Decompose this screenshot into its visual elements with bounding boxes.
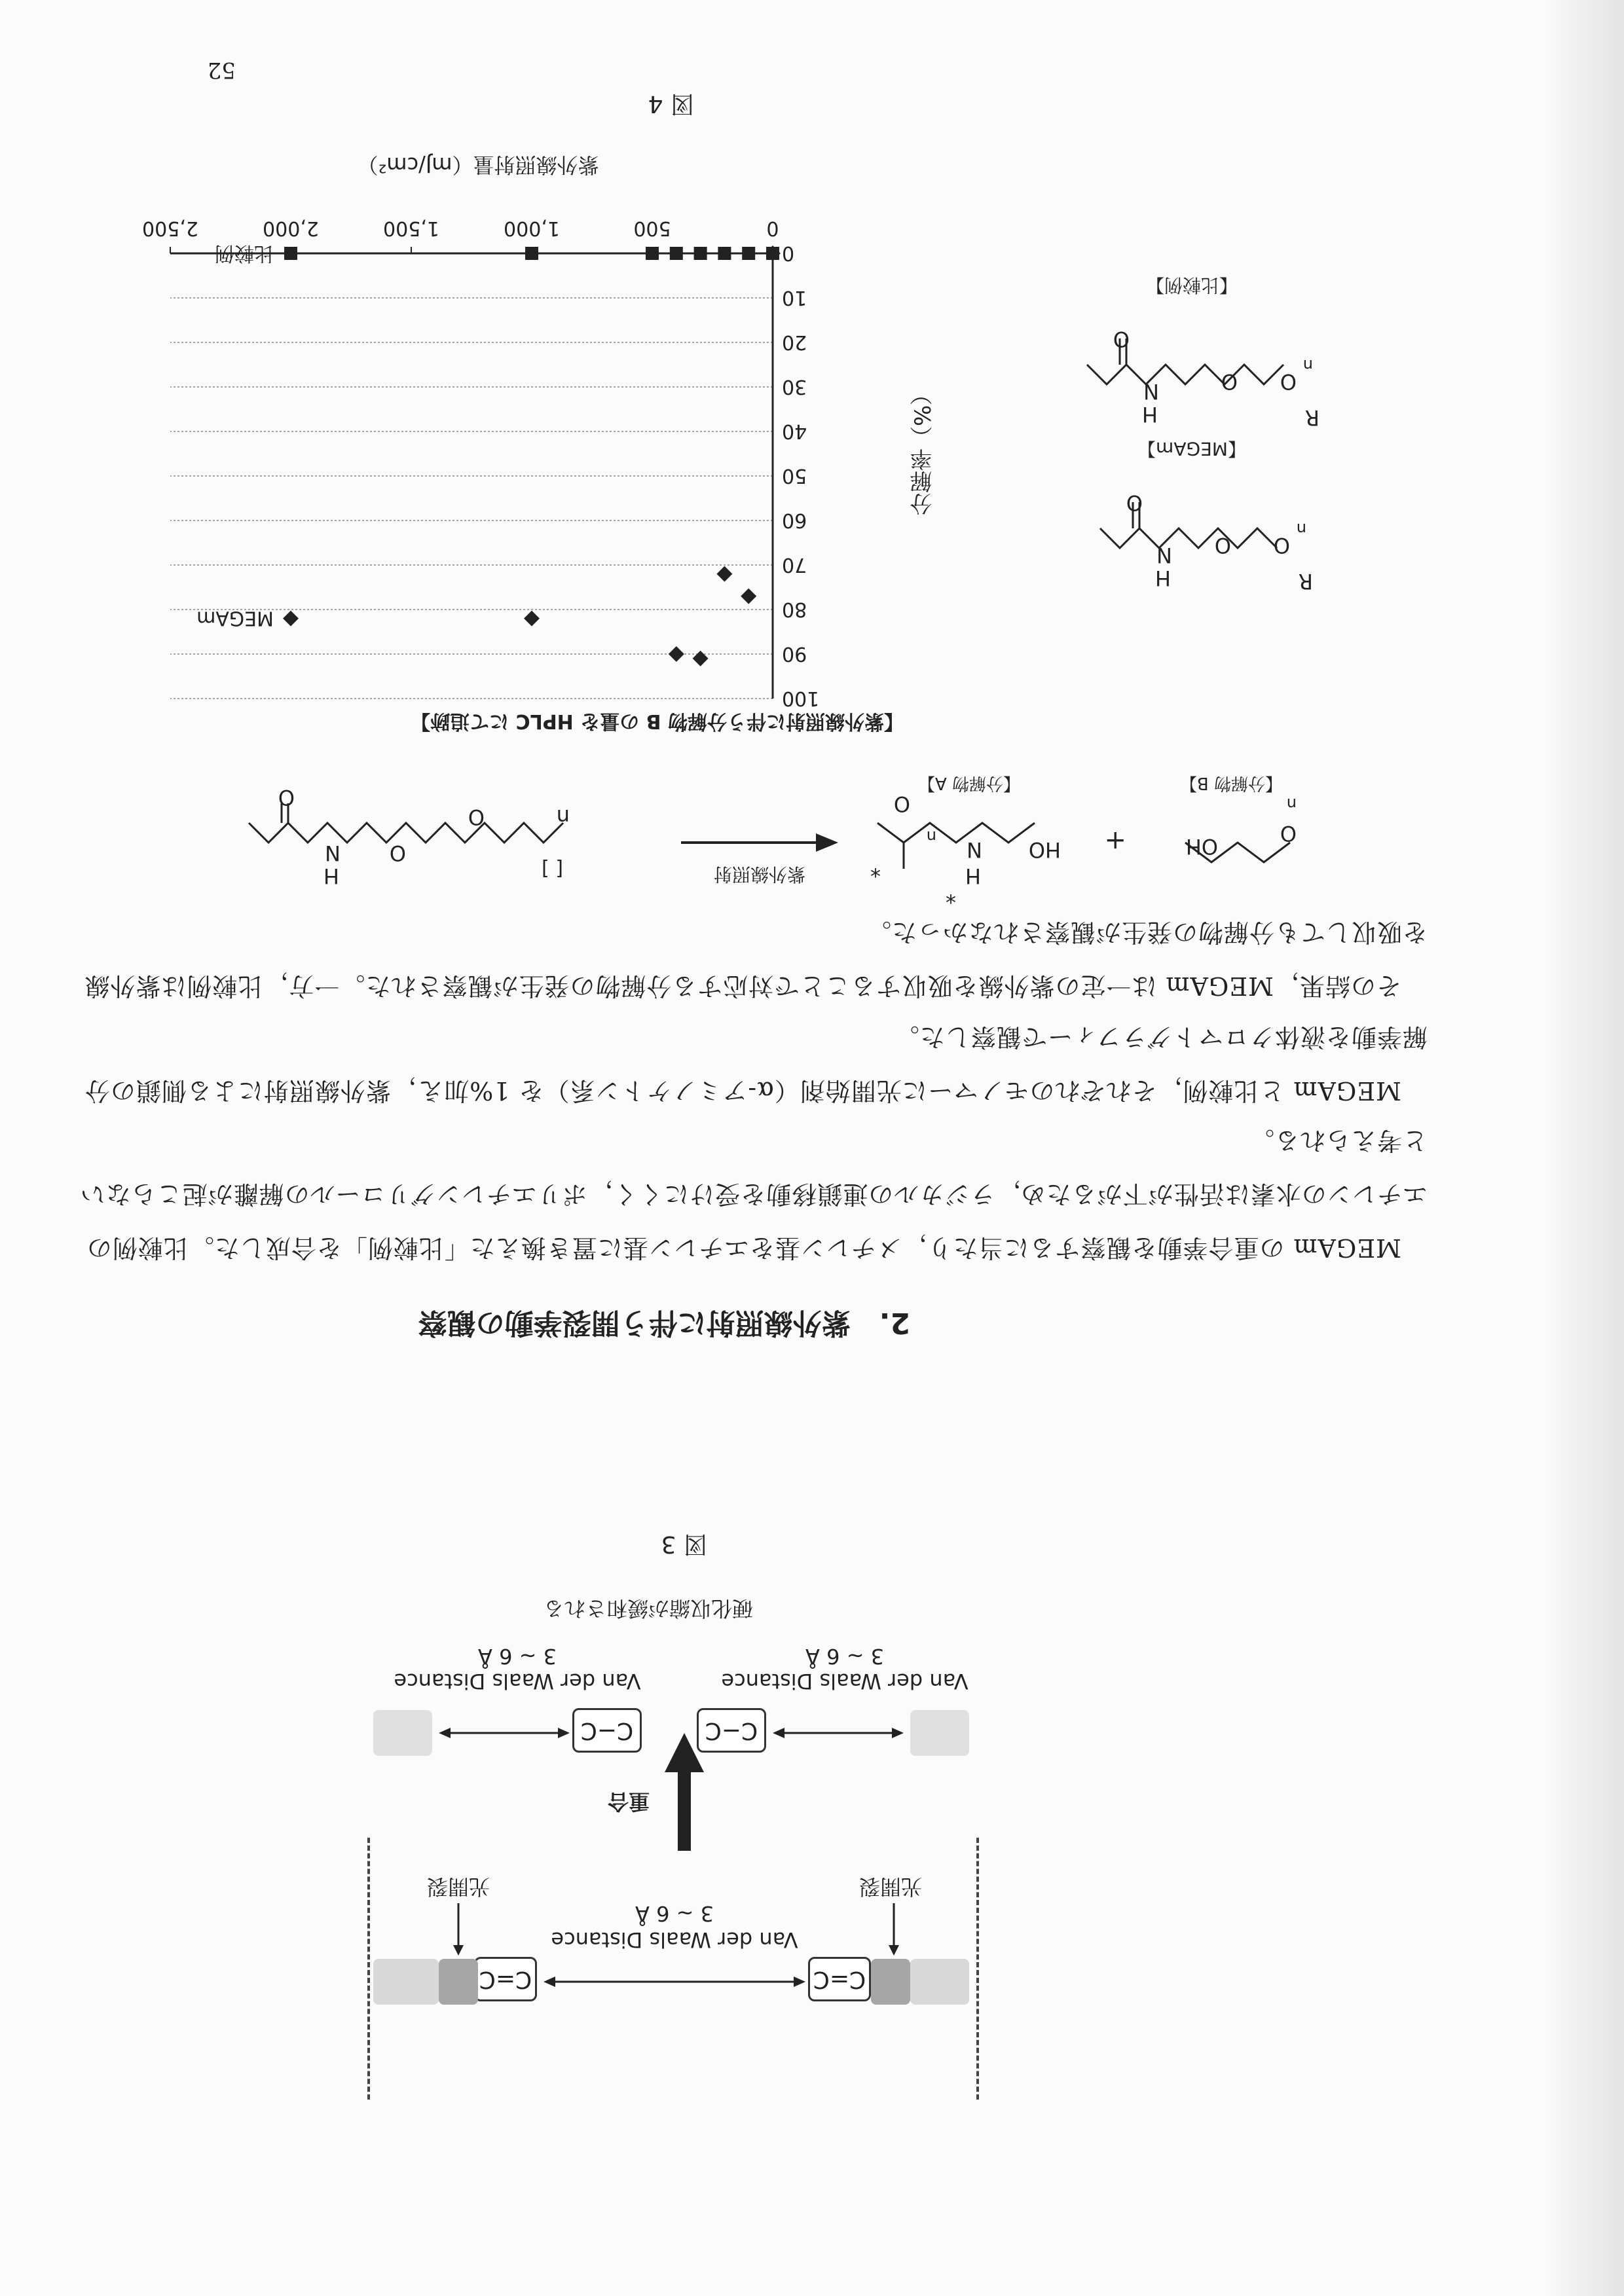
x-tick-label: 1,000 [504, 217, 560, 240]
uv-reaction-arrow [681, 829, 838, 856]
megam-ether-o: O [1214, 533, 1231, 558]
photocleavage-arrow [449, 1903, 468, 1956]
vdw-distance-arrow [439, 1720, 570, 1746]
megam-r: R [1298, 569, 1313, 594]
megam-data-point [693, 651, 709, 666]
double-bond-box: C=C [808, 1957, 871, 2001]
scheme-plus: + [1104, 826, 1126, 856]
series-label: MEGAm [196, 606, 274, 630]
y-tick-label: 30 [782, 375, 807, 398]
y-tick-label: 0 [782, 242, 795, 264]
y-tick-label: 40 [782, 420, 807, 443]
y-tick-label: 10 [782, 286, 807, 309]
page-number: 52 [207, 57, 236, 83]
double-bond-box: C=C [474, 1957, 537, 2001]
series-label: 比較例 [215, 242, 274, 264]
photocleavage-label: 光開裂 [427, 1874, 490, 1899]
y-tick-label: 80 [782, 598, 807, 621]
megam-data-point [716, 566, 732, 582]
product-b-o: O [1280, 821, 1297, 846]
photocleavage-label: 光開裂 [859, 1874, 923, 1899]
y-tick-label: 70 [782, 553, 807, 576]
comparative-data-point [284, 247, 297, 260]
scheme-n-atom: N [325, 841, 341, 866]
y-tick-label: 90 [782, 642, 807, 665]
photocleavage-arrow [884, 1903, 904, 1956]
figure-3-frame [976, 1838, 979, 2100]
megam-n: N [1156, 543, 1172, 568]
scheme-o-atom: O [389, 841, 406, 866]
megam-data-point [741, 589, 756, 604]
chart-y-label: 分解率（%） [910, 382, 936, 515]
side-chain-block [910, 1959, 969, 2005]
side-chain-block [373, 1710, 432, 1756]
decomposition-chart [131, 188, 851, 725]
comparative-h: H [1141, 402, 1158, 427]
product-a-label: 【分解物 A】 [917, 773, 1021, 793]
comparative-data-point [742, 247, 755, 260]
vdw-distance-label: Van der Waals Distance [721, 1669, 969, 1694]
product-b-oh: OH [1185, 834, 1218, 859]
y-tick-label: 20 [782, 331, 807, 354]
scan-edge-shadow [1545, 0, 1624, 2296]
y-tick-label: 100 [782, 687, 820, 710]
side-chain-block [910, 1710, 969, 1756]
chart-title: 【紫外線照射に伴う分解物 B の量を HPLC にて追跡】 [411, 710, 904, 733]
comparative-n-subscript: n [1302, 356, 1313, 374]
figure-4-caption: 図 4 [648, 90, 694, 117]
scheme-o-atom: O [468, 805, 485, 829]
megam-monomer-structure [236, 797, 655, 902]
product-a-h: H [965, 864, 981, 888]
product-a-o: O [893, 792, 910, 816]
megam-data-point [283, 611, 299, 627]
vdw-distance-value: 3 ~ 6 Å [635, 1901, 714, 1926]
x-tick-label: 0 [766, 217, 779, 240]
scheme-h-atom: H [323, 864, 339, 888]
vdw-distance-arrow [773, 1720, 904, 1746]
initiator-block [439, 1959, 478, 2005]
scheme-o-atom: O [278, 785, 295, 810]
single-bond-box: C−C [572, 1708, 642, 1753]
megam-data-point [669, 646, 684, 662]
comparative-structure-label: 【比較例】 [1146, 274, 1238, 296]
comparative-data-point [646, 247, 659, 260]
vdw-distance-value: 3 ~ 6 Å [805, 1644, 884, 1669]
initiator-block [871, 1959, 910, 2005]
product-a-n-subscript: n [926, 828, 936, 846]
comparative-data-point [766, 247, 779, 260]
product-a-ho: HO [1028, 837, 1061, 862]
product-a-star: * [870, 857, 881, 882]
comparative-data-point [694, 247, 707, 260]
y-tick-label: 60 [782, 509, 807, 532]
x-tick-label: 2,000 [263, 217, 319, 240]
single-bond-box: C−C [697, 1708, 766, 1753]
figure-3-frame-right [367, 1838, 370, 2100]
comparative-r: R [1304, 405, 1320, 430]
comparative-data-point [525, 247, 538, 260]
megam-h: H [1154, 566, 1171, 591]
shrinkage-relief-note: 硬化収縮が緩和される [544, 1596, 754, 1621]
chart-x-label: 紫外線照射量（mJ/cm²） [357, 153, 599, 177]
x-tick-label: 2,500 [142, 217, 198, 240]
megam-data-point [524, 611, 540, 627]
vdw-distance-value: 3 ~ 6 Å [478, 1644, 557, 1669]
scheme-n-subscript: n [556, 805, 570, 829]
product-b-label: 【分解物 B】 [1179, 773, 1283, 793]
vdw-distance-label: Van der Waals Distance [394, 1669, 641, 1694]
product-a-n: N [967, 837, 982, 862]
product-a-star: * [946, 883, 956, 908]
product-b-n-subscript: n [1286, 795, 1297, 813]
x-tick-label: 1,500 [383, 217, 439, 240]
megam-ether-o: O [1273, 533, 1290, 558]
y-tick-label: 50 [782, 464, 807, 487]
megam-n-subscript: n [1296, 520, 1306, 538]
paragraph-2: MEGAm と比較例，それぞれのモノマーに光開始剤（α-アミノケトン系）を 1%加え，紫外線照射による側鎖の分解挙動を液体クロマトグラフィーで観察した。 [84, 1023, 1428, 1105]
x-tick-label: 500 [633, 217, 671, 240]
megam-o: O [1126, 490, 1143, 515]
paragraph-1: MEGAm の重合挙動を観察するに当たり，メチレン基をエチレン基に置き換えた「比較例」を合成した。比較例のエチレンの水素は活性が下がるため，ラジカルの連鎖移動を受けにくく，ポリエチレングリコールの解離が起こらないと考えられる。 [79, 1126, 1428, 1262]
comparative-o: O [1113, 327, 1130, 352]
megam-structure-label: 【MEGAm】 [1137, 438, 1246, 460]
section-heading: 2. 紫外線照射に伴う開裂挙動の観察 [418, 1306, 910, 1339]
paragraph-3: その結果，MEGAm は一定の紫外線を吸収することで対応する分解物の発生が観察された。一方，比較例は紫外線を吸収しても分解物の発生が観察されなかった。 [84, 918, 1428, 1000]
vdw-distance-label: Van der Waals Distance [551, 1927, 798, 1952]
comparative-data-point [670, 247, 683, 260]
figure-3-caption: 図 3 [661, 1531, 707, 1558]
comparative-ether-o: O [1280, 369, 1297, 394]
comparative-n: N [1143, 379, 1159, 404]
side-chain-block [373, 1959, 439, 2005]
repeat-bracket: [ ] [542, 857, 563, 880]
polymerization-label: 重合 [608, 1789, 650, 1814]
comparative-data-point [718, 247, 731, 260]
uv-arrow-label: 紫外線照射 [714, 864, 806, 885]
comparative-ether-o: O [1221, 369, 1238, 394]
vdw-distance-arrow [544, 1969, 805, 1995]
